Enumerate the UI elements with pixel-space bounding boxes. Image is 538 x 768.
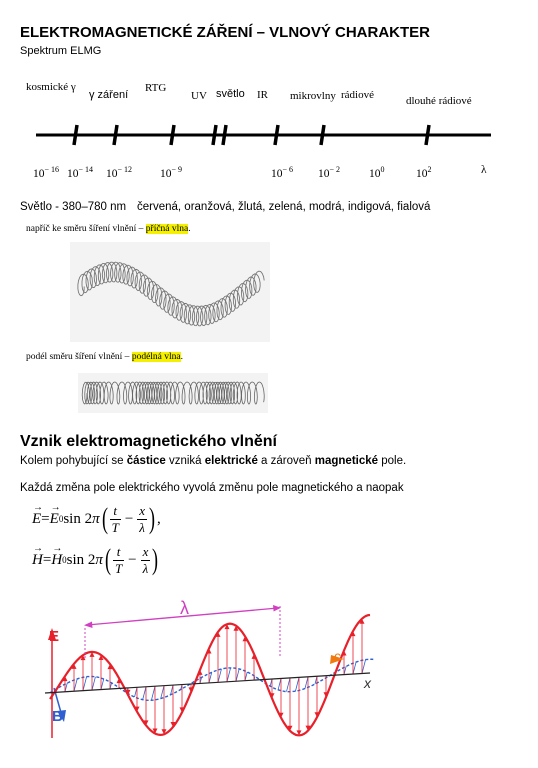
em-wave-diagram (40, 598, 380, 758)
tick-label: $10^0$ (369, 165, 385, 180)
speed-label: c (334, 648, 341, 664)
band-label-light: světlo (216, 88, 245, 100)
longitudinal-spring-wave (78, 373, 268, 413)
tick-label: $10^{- 6}$ (271, 165, 294, 180)
band-label-ir: IR (257, 89, 268, 101)
transverse-spring-wave (70, 242, 270, 342)
equation-electric: → E = → E 0 sin 2 π ( t T − $\frac{x}{\lambda}$ ) , (32, 501, 161, 535)
equation-magnetic: → H = → H 0 sin 2 π ( t T − $\frac{x}{\lambda}$ ) (32, 542, 159, 576)
tick-label: $10^{- 14}$ (67, 165, 94, 180)
axis-symbol-lambda: λ (481, 164, 487, 176)
page-title: ELEKTROMAGNETICKÉ ZÁŘENÍ – VLNOVÝ CHARAKTER (20, 24, 431, 41)
tick-label: $10^{- 2}$ (318, 165, 341, 180)
light-colors: červená, oranžová, žlutá, zelená, modrá, indigová, fialová (137, 201, 431, 213)
page-subtitle: Spektrum ELMG (20, 45, 102, 57)
lambda-label: λ (180, 598, 189, 618)
tick-label: $10^{- 12}$ (106, 165, 133, 180)
band-label-microwave: mikrovlny (290, 90, 336, 102)
tick-label: $10^{- 16}$ (33, 165, 60, 180)
light-range: Světlo - 380–780 nm (20, 201, 127, 213)
band-label-uv: UV (191, 90, 207, 102)
tick-label: $10^2$ (416, 165, 432, 180)
band-label-rtg: RTG (145, 82, 167, 94)
section-text-line2: Každá změna pole elektrického vyvolá změnu pole magnetického a naopak (20, 482, 404, 494)
b-field-label: B (52, 708, 63, 725)
x-axis-label: x (364, 675, 371, 691)
band-label-radio: rádiové (341, 89, 374, 101)
transverse-wave-caption: napříč ke směru šíření vlnění – příčná vlna. (26, 224, 191, 234)
section-heading: Vznik elektromagnetického vlnění (20, 433, 277, 450)
band-label-long-radio: dlouhé rádiové (406, 95, 472, 107)
band-label-cosmic-gamma: kosmické γ (26, 81, 76, 93)
section-text-line1: Kolem pohybující se částice vzniká elektrické a zároveň magnetické pole. (20, 455, 407, 467)
band-label-gamma: γ záření (89, 89, 129, 101)
longitudinal-wave-caption: podél směru šíření vlnění – podélná vlna. (26, 352, 183, 362)
tick-label: $10^{- 9}$ (160, 165, 183, 180)
e-field-label: E (49, 628, 60, 645)
